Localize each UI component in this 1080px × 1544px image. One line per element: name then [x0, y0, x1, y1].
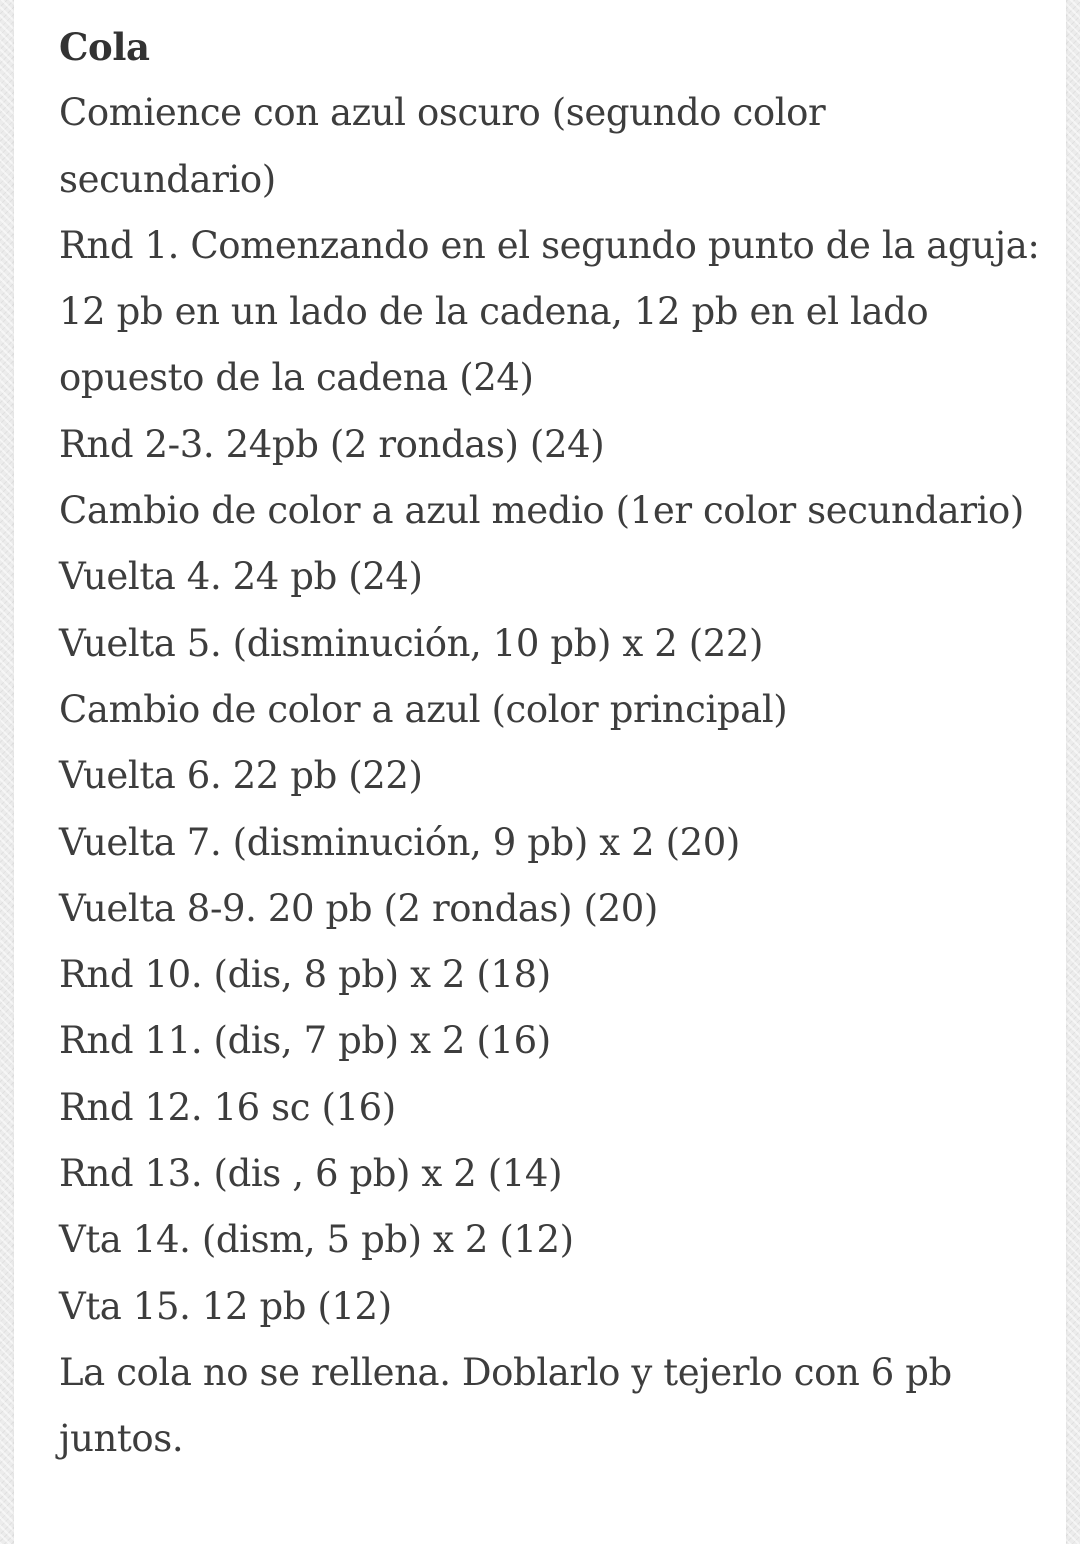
article-content	[59, 14, 1049, 1473]
pattern-line: Cambio de color a azul medio (1er color secundario)	[59, 489, 1024, 533]
pattern-line: Vta 14. (dism, 5 pb) x 2 (12)	[59, 1218, 574, 1262]
pattern-line: Vta 15. 12 pb (12)	[59, 1284, 392, 1328]
pattern-line: Rnd 10. (dis, 8 pb) x 2 (18)	[59, 953, 551, 997]
pattern-line: Rnd 13. (dis , 6 pb) x 2 (14)	[59, 1152, 563, 1196]
pattern-line: Vuelta 4. 24 pb (24)	[59, 555, 423, 599]
section-heading: Cola	[59, 25, 150, 69]
pattern-line: Cambio de color a azul (color principal)	[59, 687, 788, 731]
pattern-line: Rnd 12. 16 sc (16)	[59, 1085, 396, 1129]
pattern-line: La cola no se rellena. Doblarlo y tejerlo con 6 pb juntos.	[59, 1350, 952, 1461]
pattern-line: Vuelta 8-9. 20 pb (2 rondas) (20)	[59, 886, 658, 930]
pattern-line: Vuelta 6. 22 pb (22)	[59, 754, 423, 798]
pattern-line: Rnd 1. Comenzando en el segundo punto de la aguja: 12 pb en un lado de la cadena, 12 pb en el lado opuesto de la cadena (24)	[59, 223, 1040, 400]
pattern-line: Vuelta 5. (disminución, 10 pb) x 2 (22)	[59, 621, 764, 665]
pattern-line: Rnd 2-3. 24pb (2 rondas) (24)	[59, 422, 605, 466]
pattern-line: Comience con azul oscuro (segundo color secundario)	[59, 91, 826, 201]
article-page	[14, 0, 1066, 1544]
pattern-line: Vuelta 7. (disminución, 9 pb) x 2 (20)	[59, 820, 740, 864]
pattern-line: Rnd 11. (dis, 7 pb) x 2 (16)	[59, 1019, 551, 1063]
